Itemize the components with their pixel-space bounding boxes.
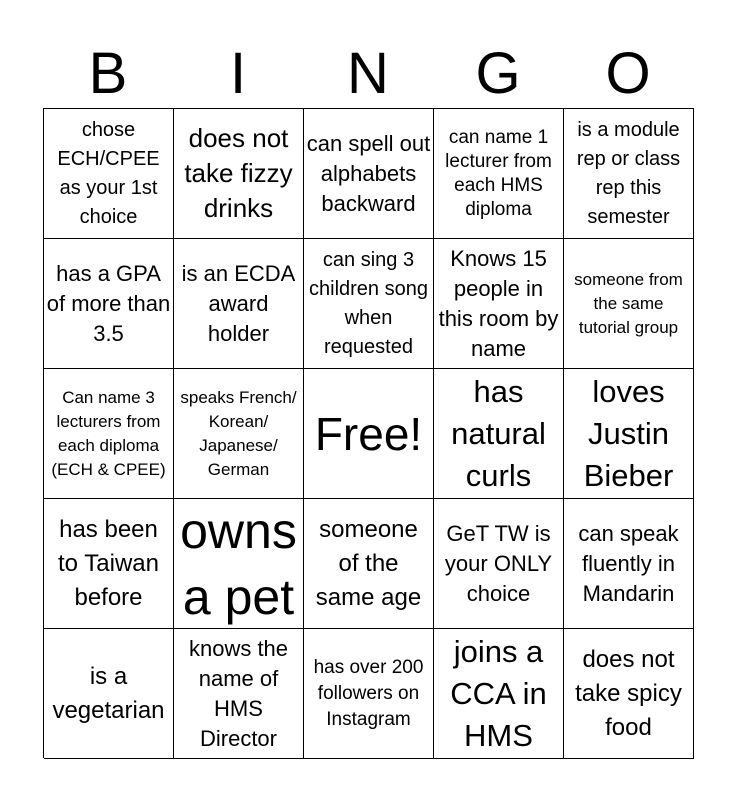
bingo-cell-r5c1[interactable] xyxy=(44,629,174,759)
cell-text: joins a CCA in HMS xyxy=(450,633,547,753)
bingo-cell-r4c5[interactable] xyxy=(564,499,694,629)
bingo-cell-r4c4[interactable] xyxy=(434,499,564,629)
cell-text: is an ECDA award holder xyxy=(181,260,296,346)
cell-text: chose ECH/CPEE as your 1st choice xyxy=(57,118,160,228)
cell-text: knows the name of HMS Director xyxy=(188,635,289,751)
bingo-cell-r5c3[interactable] xyxy=(304,629,434,759)
bingo-cell-r1c1[interactable] xyxy=(44,109,174,239)
header-letter-g: G xyxy=(475,41,521,106)
bingo-cell-r5c4[interactable] xyxy=(434,629,564,759)
bingo-cell-r2c4[interactable] xyxy=(434,239,564,369)
cell-text: has over 200 followers on Instagram xyxy=(313,656,424,730)
bingo-header xyxy=(43,40,693,108)
bingo-cell-r1c5[interactable] xyxy=(564,109,694,239)
bingo-cell-r4c1[interactable] xyxy=(44,499,174,629)
bingo-cell-r3c5[interactable] xyxy=(564,369,694,499)
cell-text: can sing 3 children song when requested xyxy=(309,248,428,358)
free-space-text: Free! xyxy=(314,407,423,460)
cell-text: someone of the same age xyxy=(315,515,422,611)
cell-text: someone from the same tutorial group xyxy=(574,269,683,337)
bingo-cell-r5c2[interactable] xyxy=(174,629,304,759)
bingo-cell-r5c5[interactable] xyxy=(564,629,694,759)
bingo-grid xyxy=(43,108,694,758)
header-letter-o: O xyxy=(605,41,651,106)
cell-text: Knows 15 people in this room by name xyxy=(438,245,559,361)
header-letter-b: B xyxy=(88,41,128,106)
cell-text: owns a pet xyxy=(180,502,297,625)
cell-text: does not take spicy food xyxy=(575,645,682,741)
cell-text: GeT TW is your ONLY choice xyxy=(444,520,553,606)
cell-text: has been to Taiwan before xyxy=(58,515,159,611)
cell-text: can spell out alphabets backward xyxy=(306,130,431,216)
bingo-cell-r3c2[interactable] xyxy=(174,369,304,499)
cell-text: loves Justin Bieber xyxy=(583,373,674,493)
bingo-cell-r3c3 xyxy=(304,369,434,499)
header-letter-i: I xyxy=(229,41,247,106)
cell-text: is a module rep or class rep this semester xyxy=(576,118,681,228)
bingo-cell-r2c3[interactable] xyxy=(304,239,434,369)
cell-text: has natural curls xyxy=(451,373,546,493)
cell-text: can speak fluently in Mandarin xyxy=(578,520,679,606)
cell-text: Can name 3 lecturers from each diploma (ECH & CPEE) xyxy=(51,387,166,479)
cell-text: speaks French/ Korean/ Japanese/ German xyxy=(180,387,297,479)
bingo-cell-r2c1[interactable] xyxy=(44,239,174,369)
cell-text: does not take fizzy drinks xyxy=(184,123,293,223)
bingo-cell-r4c3[interactable] xyxy=(304,499,434,629)
header-letter-n: N xyxy=(347,41,389,106)
cell-text: is a vegetarian xyxy=(52,662,165,724)
bingo-cell-r1c2[interactable] xyxy=(174,109,304,239)
bingo-cell-r2c2[interactable] xyxy=(174,239,304,369)
cell-text: can name 1 lecturer from each HMS diploma xyxy=(445,126,552,220)
bingo-cell-r3c4[interactable] xyxy=(434,369,564,499)
cell-text: has a GPA of more than 3.5 xyxy=(46,260,171,346)
bingo-cell-r1c3[interactable] xyxy=(304,109,434,239)
bingo-cell-r4c2[interactable] xyxy=(174,499,304,629)
bingo-cell-r2c5[interactable] xyxy=(564,239,694,369)
bingo-cell-r3c1[interactable] xyxy=(44,369,174,499)
bingo-cell-r1c4[interactable] xyxy=(434,109,564,239)
